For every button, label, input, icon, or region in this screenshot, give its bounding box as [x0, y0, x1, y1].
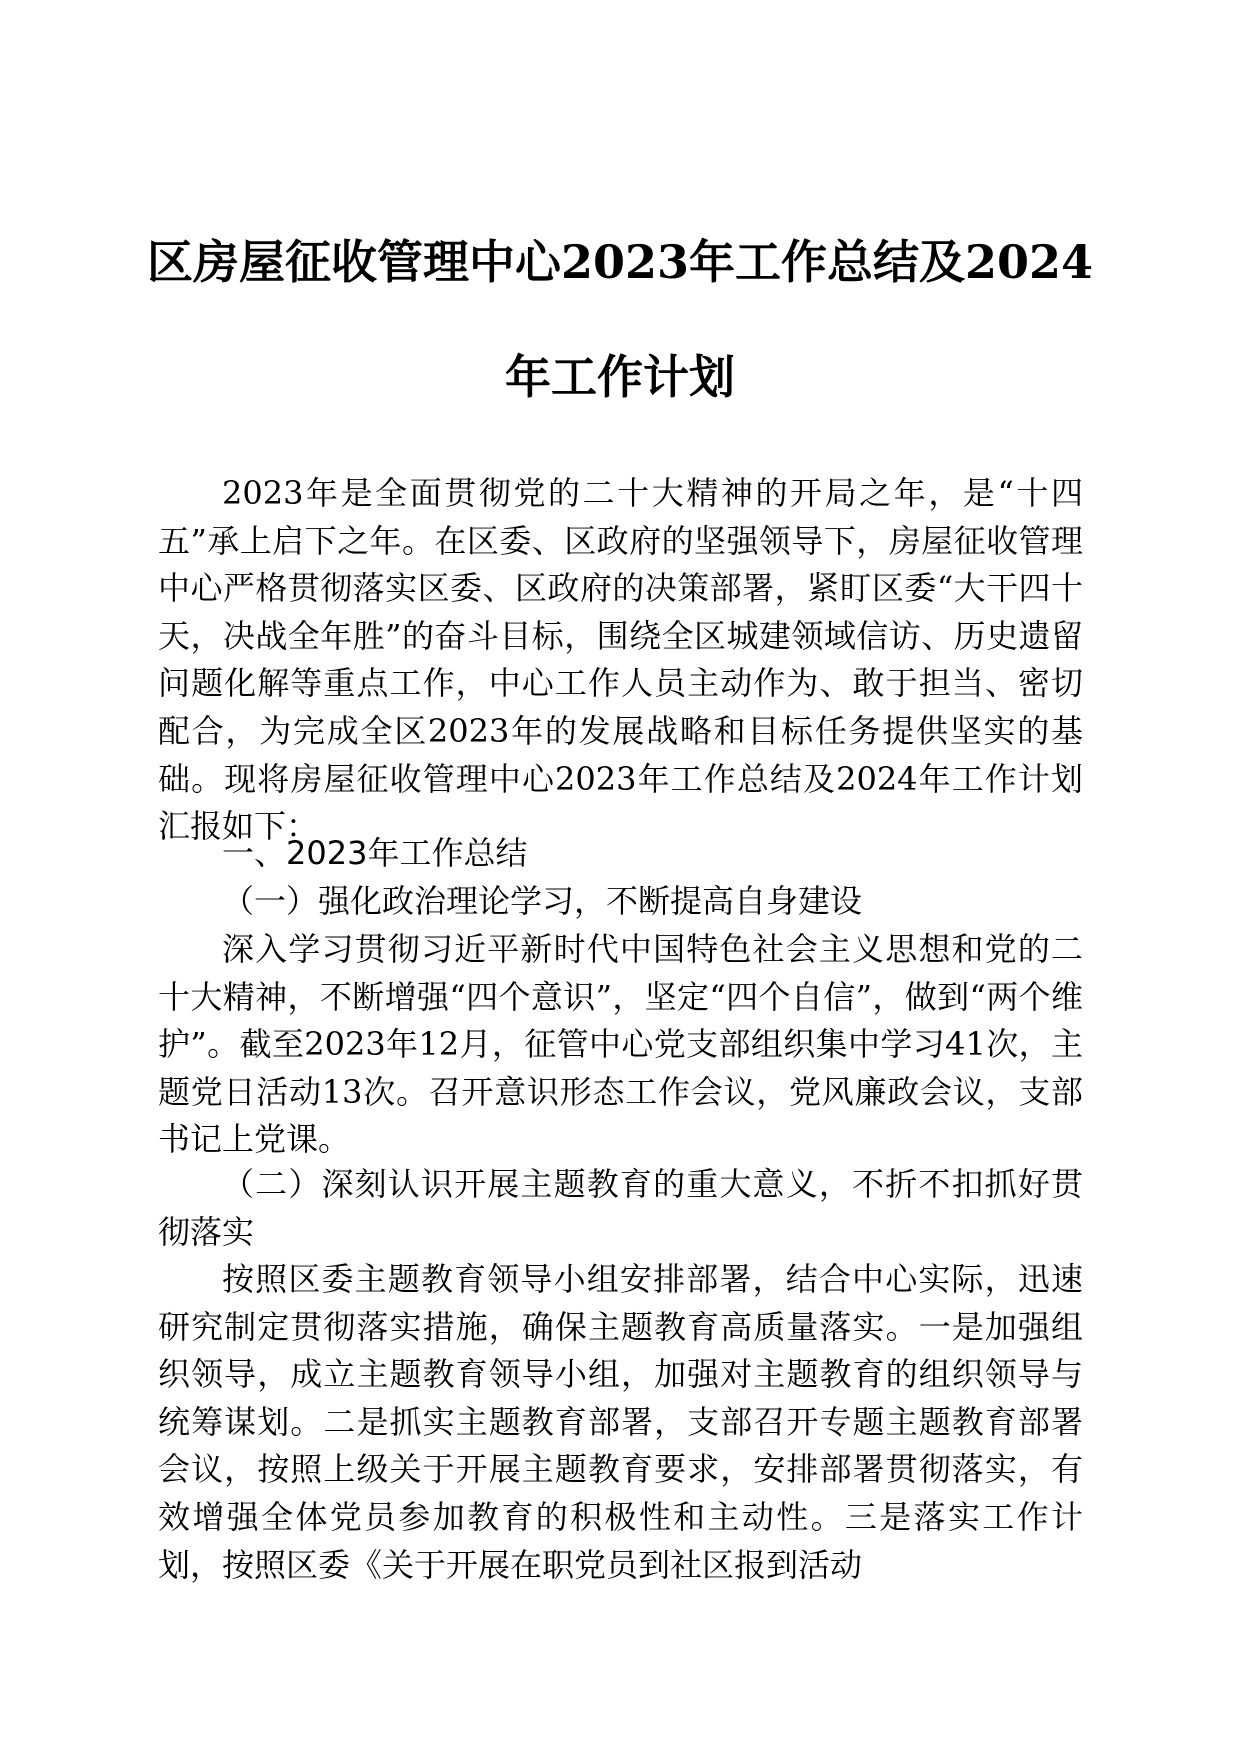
document-title-line-2: 年工作计划: [505, 350, 735, 404]
subsection-heading-1: （一）强化政治理论学习，不断提高自身建设: [222, 882, 863, 920]
subsection-heading-2: （二）深刻认识开展主题教育的重大意义，不折不扣抓好贯彻落实: [158, 1165, 1083, 1251]
subsection-paragraph-1: 深入学习贯彻习近平新时代中国特色社会主义思想和党的二十大精神，不断增强“四个意识”，坚定“四个自信”，做到“两个维护”。截至2023年12月，征管中心党支部组织集中学习41次，主题党日活动13次。召开意识形态工作会议，党风廉政会议，支部书记上党课。: [158, 930, 1083, 1159]
subsection-paragraph-2: 按照区委主题教育领导小组安排部署，结合中心实际，迅速研究制定贯彻落实措施，确保主题教育高质量落实。一是加强组织领导，成立主题教育领导小组，加强对主题教育的组织领导与统筹谋划。二是抓实主题教育部署，支部召开专题主题教育部署会议，按照上级关于开展主题教育要求，安排部署贯彻落实，有效增强全体党员参加教育的积极性和主动性。三是落实工作计划，按照区委《关于开展在职党员到社区报到活动: [158, 1260, 1083, 1584]
document-title-line-1: 区房屋征收管理中心2023年工作总结及2024: [146, 235, 1094, 289]
intro-paragraph: 2023年是全面贯彻党的二十大精神的开局之年，是“十四五”承上启下之年。在区委、区政府的坚强领导下，房屋征收管理中心严格贯彻落实区委、区政府的决策部署，紧盯区委“大干四十天，决战全年胜”的奋斗目标，围绕全区城建领域信访、历史遗留问题化解等重点工作，中心工作人员主动作为、敢于担当、密切配合，为完成全区2023年的发展战略和目标任务提供坚实的基础。现将房屋征收管理中心2023年工作总结及2024年工作计划汇报如下：: [158, 474, 1083, 846]
section-heading-summary: 一、2023年工作总结: [222, 834, 528, 872]
